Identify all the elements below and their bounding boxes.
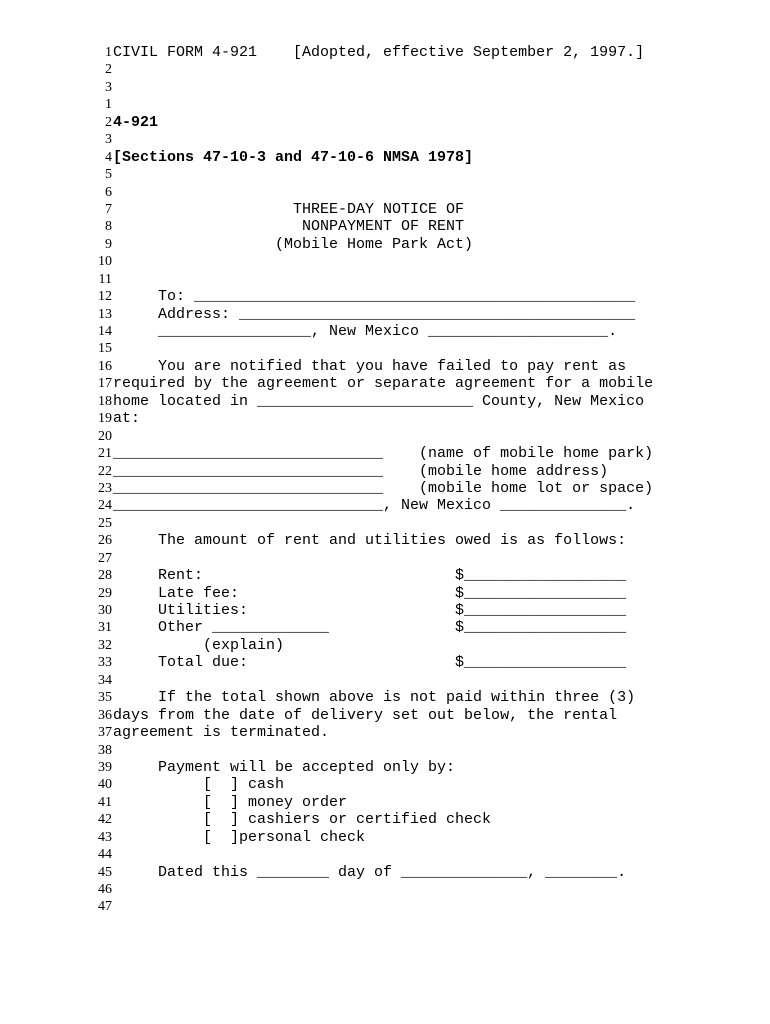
line-number: 46 <box>98 882 112 897</box>
line-text: days from the date of delivery set out below, the rental <box>113 706 618 724</box>
document-line <box>0 619 770 636</box>
document-line <box>0 585 770 602</box>
line-text: home located in ________________________ County, New Mexico <box>113 392 645 410</box>
line-text: If the total shown above is not paid within three (3) <box>113 689 636 707</box>
document-line <box>0 742 770 759</box>
line-number: 47 <box>98 899 112 915</box>
document-line <box>0 759 770 776</box>
line-number: 16 <box>98 358 112 374</box>
document-line <box>0 236 770 253</box>
line-number: 13 <box>98 306 112 322</box>
document-line <box>0 794 770 811</box>
line-number: 31 <box>98 620 112 636</box>
document-line <box>0 846 770 863</box>
document-line <box>0 184 770 201</box>
line-text: Total due: $__________________ <box>113 654 627 672</box>
line-number: 5 <box>105 167 112 183</box>
line-number: 14 <box>98 324 112 339</box>
line-number: 36 <box>98 707 112 723</box>
line-number: 21 <box>98 446 112 462</box>
line-text: Late fee: $__________________ <box>113 584 627 602</box>
line-number: 35 <box>98 690 112 706</box>
document-line <box>0 811 770 828</box>
line-number: 22 <box>98 463 112 479</box>
line-text: Dated this ________ day of ______________, ________. <box>113 863 627 881</box>
line-number: 45 <box>98 864 112 880</box>
document-line <box>0 79 770 96</box>
document-line <box>0 340 770 357</box>
line-number: 38 <box>98 742 112 758</box>
document-line <box>0 881 770 898</box>
line-number: 23 <box>98 480 112 496</box>
line-number: 25 <box>98 515 112 531</box>
line-number: 4 <box>105 149 112 165</box>
line-number: 41 <box>98 794 112 810</box>
line-number: 30 <box>98 603 112 618</box>
line-number: 42 <box>98 812 112 828</box>
line-text: required by the agreement or separate agreement for a mobile <box>113 375 654 393</box>
line-text: at: <box>113 410 141 428</box>
line-text: You are notified that you have failed to pay rent as <box>113 357 627 375</box>
document-body <box>0 44 770 916</box>
line-text: ______________________________ (name of mobile home park) <box>113 445 654 463</box>
line-text: [ ] cashiers or certified check <box>113 811 492 829</box>
line-text: THREE-DAY NOTICE OF <box>113 200 465 218</box>
document-line <box>0 44 770 61</box>
document-line <box>0 323 770 340</box>
document-line <box>0 201 770 218</box>
document-line <box>0 131 770 148</box>
line-number: 1 <box>105 45 112 60</box>
line-number: 6 <box>105 184 112 200</box>
line-text: _________________, New Mexico ____________________. <box>113 323 618 340</box>
document-line <box>0 428 770 445</box>
line-number: 18 <box>98 393 112 409</box>
document-line <box>0 375 770 392</box>
document-line <box>0 724 770 741</box>
line-number: 40 <box>98 777 112 793</box>
line-number: 20 <box>98 428 112 444</box>
document-line <box>0 463 770 480</box>
line-number: 9 <box>105 236 112 252</box>
document-line <box>0 829 770 846</box>
document-line <box>0 550 770 567</box>
document-line <box>0 61 770 78</box>
document-line <box>0 114 770 131</box>
line-number: 19 <box>98 411 112 427</box>
line-number: 44 <box>98 847 112 863</box>
line-text: ______________________________, New Mexico ______________. <box>113 497 636 515</box>
line-number: 2 <box>105 62 112 78</box>
line-number: 32 <box>98 637 112 653</box>
document-line <box>0 776 770 793</box>
document-line <box>0 689 770 706</box>
line-number: 11 <box>98 271 112 287</box>
line-number: 28 <box>98 568 112 584</box>
line-number: 10 <box>98 254 112 270</box>
document-line <box>0 515 770 532</box>
document-line <box>0 271 770 288</box>
line-number: 2 <box>105 114 112 130</box>
line-text: (Mobile Home Park Act) <box>113 235 474 253</box>
line-text: Rent: $__________________ <box>113 567 627 585</box>
document-line <box>0 637 770 654</box>
document-line <box>0 532 770 549</box>
line-text: Payment will be accepted only by: <box>113 758 456 776</box>
document-line <box>0 898 770 915</box>
line-number: 27 <box>98 550 112 566</box>
document-line <box>0 218 770 235</box>
line-number: 1 <box>105 97 112 113</box>
line-text: Address: ____________________________________________ <box>113 305 636 323</box>
document-line <box>0 567 770 584</box>
line-number: 3 <box>105 79 112 95</box>
line-text: agreement is terminated. <box>113 724 330 742</box>
line-text: Other _____________ $__________________ <box>113 619 627 637</box>
line-number: 15 <box>98 341 112 357</box>
line-number: 34 <box>98 672 112 688</box>
line-number: 26 <box>98 533 112 549</box>
document-line <box>0 166 770 183</box>
document-line <box>0 358 770 375</box>
line-text: [Sections 47-10-3 and 47-10-6 NMSA 1978] <box>113 148 474 166</box>
document-line <box>0 602 770 619</box>
line-text: ______________________________ (mobile home lot or space) <box>113 479 654 497</box>
document-line <box>0 864 770 881</box>
line-number: 7 <box>105 201 112 217</box>
document-line <box>0 410 770 427</box>
document-line <box>0 253 770 270</box>
line-number: 43 <box>98 829 112 845</box>
line-number: 29 <box>98 585 112 601</box>
line-text: NONPAYMENT OF RENT <box>113 218 465 236</box>
document-line <box>0 672 770 689</box>
line-number: 24 <box>98 498 112 514</box>
document-line <box>0 654 770 671</box>
document-line <box>0 445 770 462</box>
line-number: 39 <box>98 759 112 775</box>
line-text: [ ] money order <box>113 793 348 811</box>
line-number: 17 <box>98 376 112 392</box>
document-line <box>0 393 770 410</box>
line-text: [ ] cash <box>113 776 285 794</box>
document-line <box>0 288 770 305</box>
line-text: The amount of rent and utilities owed is as follows: <box>113 532 627 550</box>
document-line <box>0 149 770 166</box>
line-text: 4-921 <box>113 113 159 131</box>
line-text: ______________________________ (mobile home address) <box>113 462 609 480</box>
document-line <box>0 497 770 514</box>
document-line <box>0 480 770 497</box>
line-number: 12 <box>98 289 112 305</box>
line-number: 33 <box>98 655 112 671</box>
document-line <box>0 707 770 724</box>
line-text: Utilities: $__________________ <box>113 602 627 619</box>
line-number: 37 <box>98 725 112 741</box>
document-line <box>0 96 770 113</box>
document-line <box>0 306 770 323</box>
line-number: 8 <box>105 219 112 235</box>
line-text: To: _________________________________________________ <box>113 288 636 306</box>
line-number: 3 <box>105 132 112 148</box>
line-text: [ ]personal check <box>113 828 366 846</box>
line-text: (explain) <box>113 636 285 654</box>
line-text: CIVIL FORM 4-921 [Adopted, effective September 2, 1997.] <box>113 44 645 61</box>
